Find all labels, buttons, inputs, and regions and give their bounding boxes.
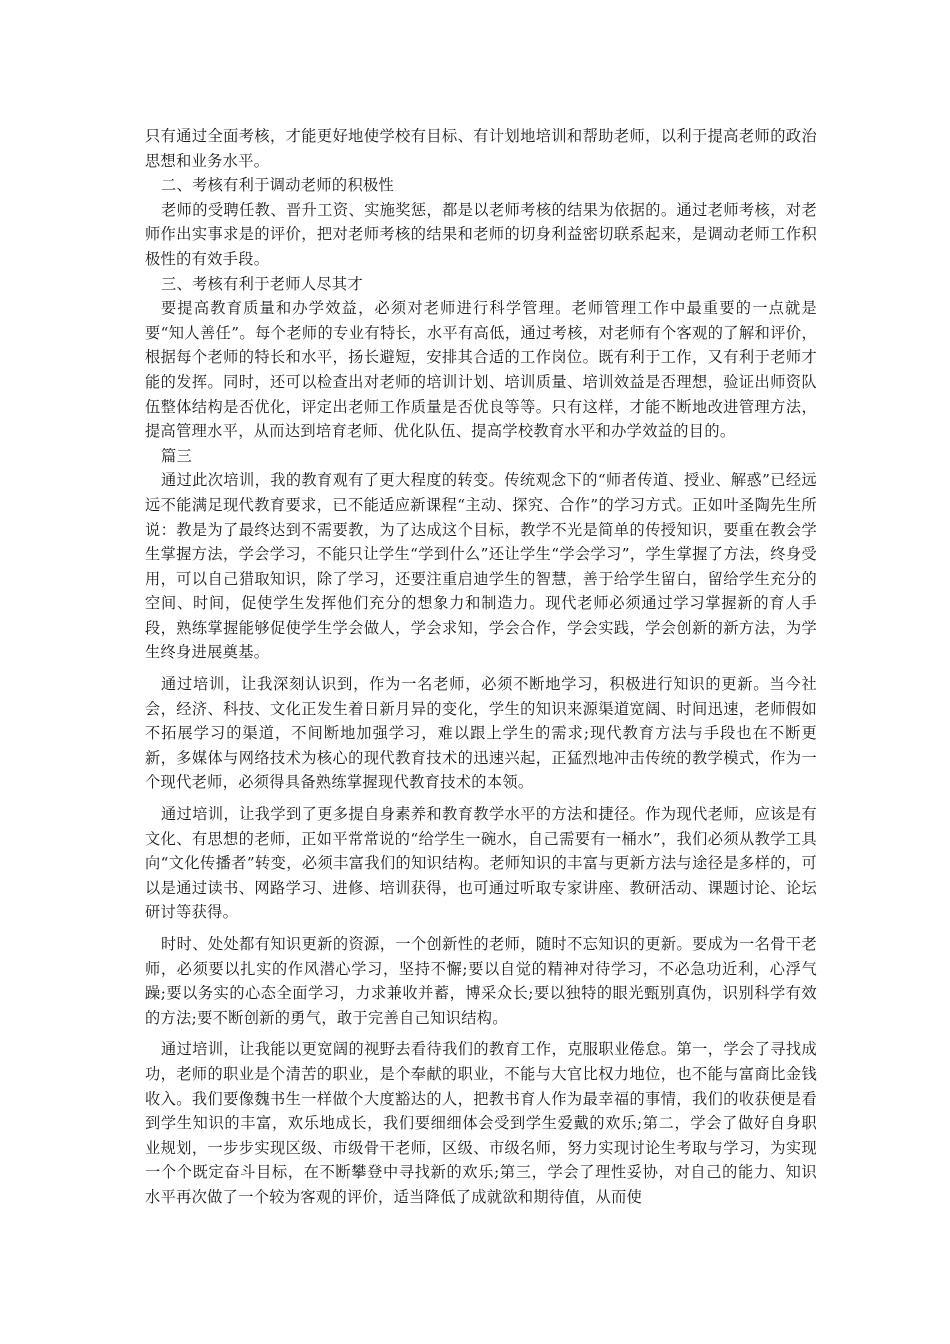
paragraph: 时时、处处都有知识更新的资源，一个创新性的老师，随时不忘知识的更新。要成为一名骨干老师，必须要以扎实的作风潜心学习，坚持不懈;要以自觉的精神对待学习，不必急功近利，心浮气躁;要以务实的心态全面学习，力求兼收并蓄，博采众长;要以独特的眼光甄别真伪，识别科学有效的方法;要不断创新的勇气，敢于完善自己知识结构。 — [145, 935, 817, 1027]
paragraph: 通过培训，让我深刻认识到，作为一名老师，必须不断地学习，积极进行知识的更新。当今社会，经济、科技、文化正发生着日新月异的变化，学生的知识来源渠道宽阔、时间迅速，老师假如不拓展学习的渠道，不间断地加强学习，难以跟上学生的需求;现代教育方法与手段也在不断更新，多媒体与网络技术为核心的现代教育技术的迅速兴起，正猛烈地冲击传统的教学模式，作为一个现代老师，必须得具备熟练掌握现代教育技术的本领。 — [145, 675, 817, 792]
section-heading-3: 三、考核有利于老师人尽其才 — [161, 274, 363, 293]
document-body — [145, 124, 817, 1210]
paragraph-continued: 只有通过全面考核，才能更好地使学校有目标、有计划地培训和帮助老师，以利于提高老师的政治思想和业务水平。 — [145, 127, 817, 170]
paragraph: 通过此次培训，我的教育观有了更大程度的转变。传统观念下的“师者传道、授业、解惑”已经远远不能满足现代教育要求，已不能适应新课程“主动、探究、合作”的学习方式。正如叶圣陶先生所说：教是为了最终达到不需要教，为了达成这个目标，教学不光是简单的传授知识，要重在教会学生掌握方法，学会学习，不能只让学生“学到什么”还让学生“学会学习”，学生掌握了方法，终身受用，可以自己猎取知识，除了学习，还要注重启迪学生的智慧，善于给学生留白，留给学生充分的空间、时间，促使学生发挥他们充分的想象力和制造力。现代老师必须通过学习掌握新的育人手段，熟练掌握能够促使学生学会做人，学会求知，学会合作，学会实践，学会创新的新方法，为学生终身进展奠基。 — [145, 471, 817, 662]
paragraph: 通过培训，让我学到了更多提自身素养和教育教学水平的方法和捷径。作为现代老师，应该是有文化、有思想的老师，正如平常常说的“给学生一碗水，自己需要有一桶水”，我们必须从教学工具向“文化传播者”转变，必须丰富我们的知识结构。老师知识的丰富与更新方法与途径是多样的，可以是通过读书、网路学习、进修、培训获得，也可通过听取专家讲座、教研活动、课题讨论、论坛研讨等获得。 — [145, 805, 817, 922]
chapter-heading-part3: 篇三 — [161, 446, 193, 465]
paragraph: 老师的受聘任教、晋升工资、实施奖惩，都是以老师考核的结果为依据的。通过老师考核，对老师作出实事求是的评价，把对老师考核的结果和老师的切身利益密切联系起来，是调动老师工作积极性的有效手段。 — [145, 200, 817, 268]
paragraph: 要提高教育质量和办学效益，必须对老师进行科学管理。老师管理工作中最重要的一点就是要“知人善任”。每个老师的专业有特长，水平有高低，通过考核，对老师有个客观的了解和评价，根据每个老师的特长和水平，扬长避短，安排其合适的工作岗位。既有利于工作，又有利于老师才能的发挥。同时，还可以检查出对老师的培训计划、培训质量、培训效益是否理想，验证出师资队伍整体结构是否优化，评定出老师工作质量是否优良等等。只有这样，才能不断地改进管理方法，提高管理水平，从而达到培育老师、优化队伍、提高学校教育水平和办学效益的目的。 — [145, 299, 817, 441]
paragraph: 通过培训，让我能以更宽阔的视野去看待我们的教育工作，克服职业倦怠。第一，学会了寻找成功，老师的职业是个清苦的职业，是个奉献的职业，不能与大官比权力地位，也不能与富商比金钱收入。我们要像魏书生一样做个大度豁达的人，把教书育人作为最幸福的事情，我们的收获便是看到学生知识的丰富，欢乐地成长，我们要细细体会受到学生爱戴的欢乐;第二，学会了做好自身职业规划，一步步实现区级、市级骨干老师，区级、市级名师，努力实现讨论生考取与学习，为实现一个个既定奋斗目标，在不断攀登中寻找新的欢乐;第三，学会了理性妥协，对自己的能力、知识水平再次做了一个较为客观的评价，适当降低了成就欲和期待值，从而使 — [145, 1040, 817, 1206]
section-heading-2: 二、考核有利于调动老师的积极性 — [161, 176, 395, 195]
